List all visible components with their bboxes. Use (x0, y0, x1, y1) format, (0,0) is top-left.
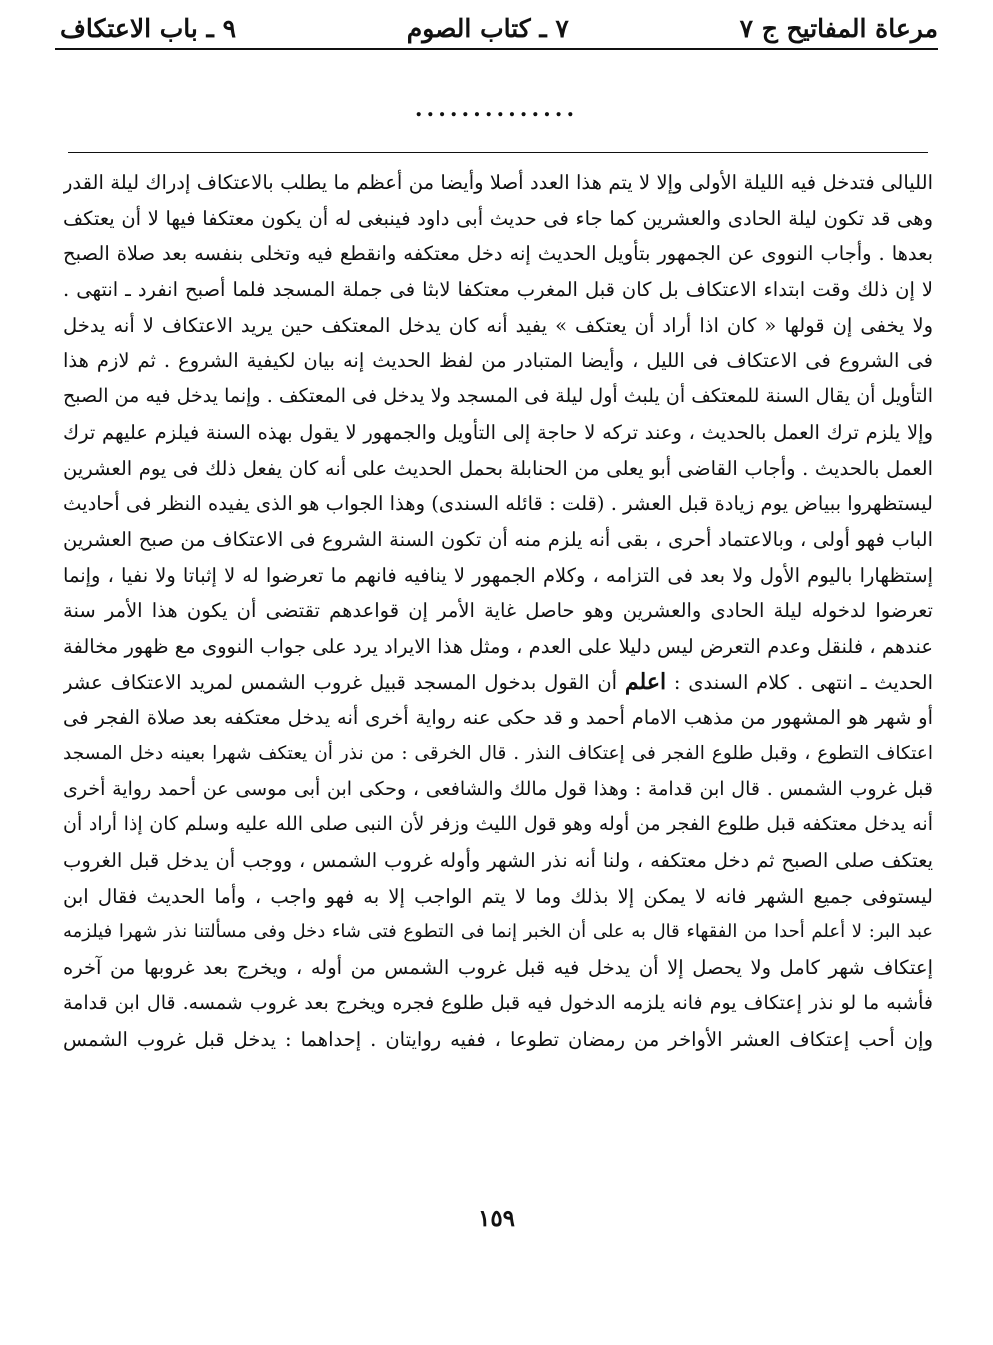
text-line: اعتكاف التطوع ، وقبل طلوع الفجر فى إعتكاف النذر . قال الخرقى : من نذر أن يعتكف شهرا بعينه دخل المسجد (63, 743, 933, 764)
text-line: قبل غروب الشمس . قال ابن قدامة : وهذا قول مالك والشافعى ، وحكى ابن أبى موسى عن أحمد رواية أخرى (63, 777, 933, 800)
text-line: العمل بالحديث . وأجاب القاضى أبو يعلى من الحنابلة بحمل الحديث على أنه كان يفعل ذلك فى يوم العشرين (63, 456, 933, 480)
text-line: أو شهر هو المشهور من مذهب الامام أحمد و قد حكى عنه رواية أخرى أنه يدخل معتكفه بعد صلاة الفجر فى (63, 706, 933, 730)
highlighted-word: اعلم (624, 668, 667, 695)
text-line: ليستظهروا ببياض يوم زيادة قبل العشر . (قلت : قائله السندى) وهذا الجواب هو الذى يفيده النظر فى أحاديث (63, 492, 933, 516)
section-separator: .............. (414, 96, 579, 122)
text-line: إستظهارا باليوم الأول ولا بعد فى التزامه ، وكلام الجمهور لا ينافيه فانهم ما تعرضوا له لا إثباتا ولا نفيا ، وإنما (63, 563, 933, 587)
text-line: وإن أحب إعتكاف العشر الأواخر من رمضان تطوعا ، ففيه روايتان . إحداهما : يدخل قبل غروب الشمس (63, 1027, 933, 1051)
text-line: ولا يخفى إن قولها « كان اذا أراد أن يعتكف » يفيد أنه كان يدخل المعتكف حين يريد الاعتكاف لا أنه يدخل (63, 313, 933, 337)
header-book-title: مرعاة المفاتيح ج ٧ (739, 13, 938, 43)
text-line: تعرضوا لدخوله ليلة الحادى والعشرين وهو حاصل غاية الأمر إن قواعدهم تقتضى أن يكون هذا الأمر سنة (63, 599, 933, 623)
header-kitab: ٧ ـ كتاب الصوم (406, 13, 569, 43)
text-line: إعتكاف شهر كامل ولا يحصل إلا أن يدخل فيه قبل غروب الشمس من أوله ، ويخرج بعد غروبها من آخره (63, 956, 933, 980)
text-line: وهى قد تكون ليلة الحادى والعشرين كما جاء فى حديث أبى داود فينبغى له أن يكون معتكفا فيها لا أن يعتكف (63, 206, 933, 230)
text-line: عبد البر: لا أعلم أحدا من الفقهاء قال به على أن الخبر إنما فى التطوع فتى شاء دخل وفى مسألتنا نذر شهرا فيلزمه (63, 921, 933, 943)
text-line: أنه يدخل معتكفه قبل طلوع الفجر من أوله وهو قول الليث وزفر لأن النبى صلى الله عليه وسلم كان إذا أراد أن (63, 813, 933, 836)
text-line: التأويل أن يقال السنة للمعتكف أن يلبث أول ليلة فى المسجد ولا يدخل فى المعتكف . وإنما يدخل فيه من الصبح (63, 385, 933, 408)
running-header (60, 8, 938, 48)
text-line: ليستوفى جميع الشهر فانه لا يمكن إلا بذلك وما لا يتم الواجب إلا به فهو واجب ، وأما الحديث فقال ابن (63, 884, 933, 908)
text-line: لا إن ذلك وقت ابتداء الاعتكاف بل كان قبل المغرب معتكفا لابثا فى جملة المسجد فلما أصبح انفرد ـ انتهى . (63, 278, 933, 302)
text-line: فى الشروع فى الاعتكاف فى الليل ، وأيضا المتبادر من لفظ الحديث إنه بيان لكيفية الشروع . ثم لازم هذا (63, 349, 933, 373)
text-line: وإلا يلزم ترك العمل بالحديث ، وعند تركه لا حاجة إلى التأويل والجمهور لا يقول بهذه السنة فيلزم عليهم ترك (63, 420, 933, 444)
page-number: ١٥٩ (477, 1205, 516, 1232)
text-line: بعدها . وأجاب النووى عن الجمهور بتأويل الحديث إنه دخل معتكفه وانقطع فيه وتخلى بنفسه بعد صلاة الصبح (63, 242, 933, 266)
header-bab: ٩ ـ باب الاعتكاف (60, 13, 237, 43)
body-text (63, 165, 933, 1057)
text-line: يعتكف صلى الصبح ثم دخل معتكفه ، ولنا أنه نذر الشهر وأوله غروب الشمس ، ووجب أن يدخل قبل الغروب (63, 849, 933, 873)
text-line: عندهم ، فلنقل وعدم التعرض ليس دليلا على العدم ، ومثل هذا الايراد يرد على جواب النووى مع ظهور مخالفة (63, 634, 933, 658)
text-line: فأشبه ما لو نذر إعتكاف يوم فانه يلزمه الدخول فيه قبل طلوع فجره ويخرج بعد غروب شمسه. قال ابن قدامة (63, 991, 933, 1014)
text-line: الحديث ـ انتهى . كلام السندى : اعلم أن القول بدخول المسجد قبيل غروب الشمس لمريد الاعتكاف عشر (63, 668, 933, 695)
text-line: الباب فهو أولى ، وبالاعتماد أحرى ، بقى أنه يلزم منه أن تكون السنة الشروع فى الاعتكاف من صبح العشرين (63, 527, 933, 551)
header-rule (55, 48, 938, 50)
text-top-rule (68, 152, 928, 153)
text-line: الليالى فتدخل فيه الليلة الأولى وإلا لا يتم هذا العدد أصلا وأيضا من أعظم ما يطلب بالاعتكاف إدراك ليلة القدر (63, 171, 933, 194)
